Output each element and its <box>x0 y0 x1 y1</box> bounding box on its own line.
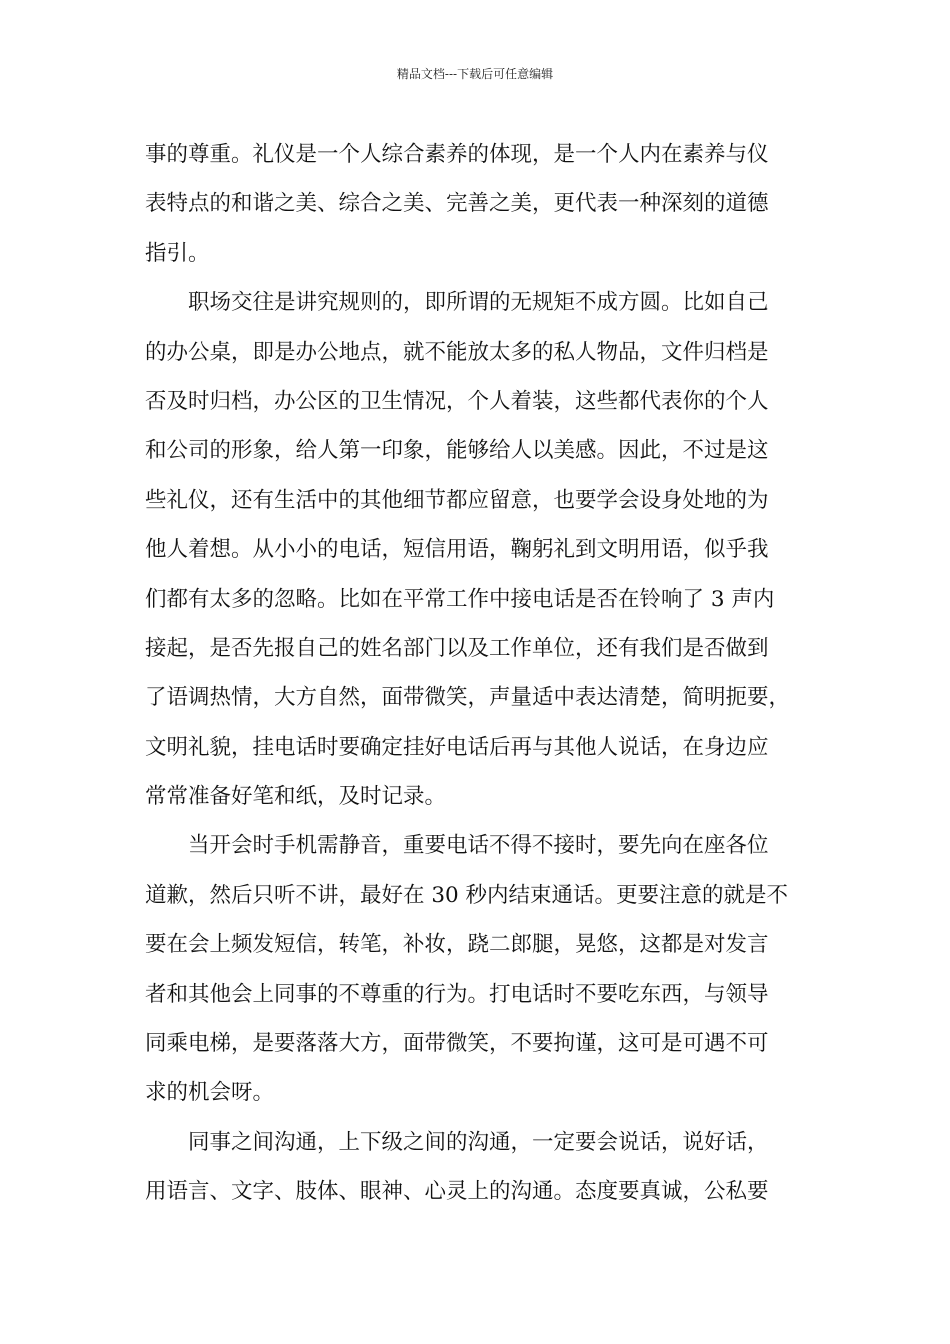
text-line: 求的机会呀。 <box>145 1080 275 1106</box>
text-line: 同乘电梯，是要落落大方，面带微笑，不要拘谨，这可是可遇不可 <box>145 1031 769 1057</box>
text-line: 常常准备好笔和纸，及时记录。 <box>145 784 447 810</box>
text-line: 道歉，然后只听不讲，最好在 30 秒内结束通话。更要注意的就是不 <box>145 882 789 908</box>
text-line: 职场交往是讲究规则的，即所谓的无规矩不成方圆。比如自己 <box>145 290 769 316</box>
text-line: 同事之间沟通，上下级之间的沟通，一定要会说话，说好话， <box>145 1129 769 1155</box>
text-line: 他人着想。从小小的电话，短信用语，鞠躬礼到文明用语，似乎我 <box>145 537 769 563</box>
text-line: 了语调热情，大方自然，面带微笑，声量适中表达清楚，简明扼要， <box>145 685 791 711</box>
text-line: 和公司的形象，给人第一印象，能够给人以美感。因此，不过是这 <box>145 438 769 464</box>
text-line: 指引。 <box>145 240 210 266</box>
text-line: 的办公桌，即是办公地点，就不能放太多的私人物品，文件归档是 <box>145 339 769 365</box>
text-line: 当开会时手机需静音，重要电话不得不接时，要先向在座各位 <box>145 833 769 859</box>
text-line: 者和其他会上同事的不尊重的行为。打电话时不要吃东西，与领导 <box>145 981 769 1007</box>
text-line: 要在会上频发短信，转笔，补妆，跷二郎腿，晃悠，这都是对发言 <box>145 932 769 958</box>
text-line: 事的尊重。礼仪是一个人综合素养的体现，是一个人内在素养与仪 <box>145 142 769 167</box>
document-body <box>145 130 815 1217</box>
text-line: 些礼仪，还有生活中的其他细节都应留意，也要学会设身处地的为 <box>145 487 769 513</box>
text-line: 文明礼貌，挂电话时要确定挂好电话后再与其他人说话，在身边应 <box>145 734 769 760</box>
text-line: 表特点的和谐之美、综合之美、完善之美，更代表一种深刻的道德 <box>145 191 769 217</box>
text-line: 们都有太多的忽略。比如在平常工作中接电话是否在铃响了 3 声内 <box>145 586 775 612</box>
page-header: 精品文档---下载后可任意编辑 <box>396 67 554 81</box>
text-line: 接起，是否先报自己的姓名部门以及工作单位，还有我们是否做到 <box>145 635 769 661</box>
text-line: 用语言、文字、肢体、眼神、心灵上的沟通。态度要真诚，公私要 <box>145 1179 769 1205</box>
text-line: 否及时归档，办公区的卫生情况，个人着装，这些都代表你的个人 <box>145 388 769 414</box>
